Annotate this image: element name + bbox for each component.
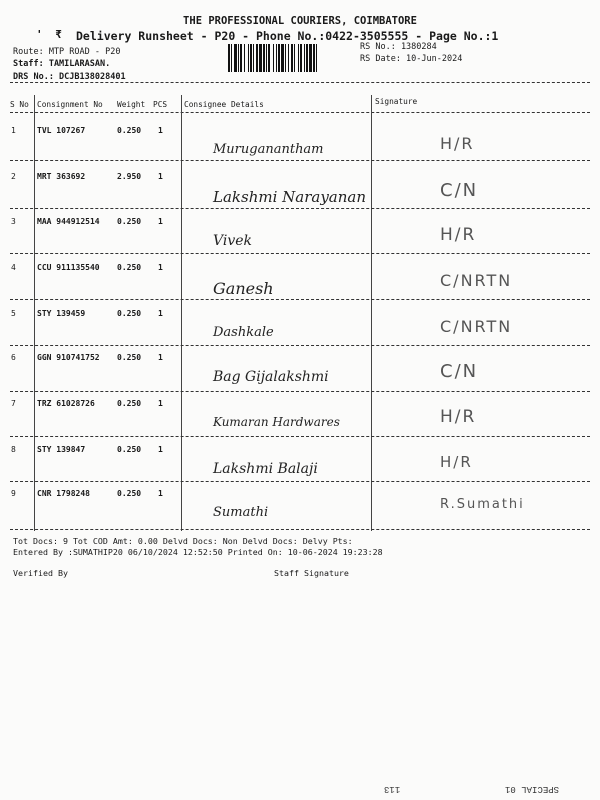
col-sno: S No (10, 100, 29, 109)
row-weight: 0.250 (117, 353, 142, 362)
row-consignee-handwriting: Dashkale (213, 325, 274, 340)
barcode-bar (316, 44, 317, 72)
barcode-bar (263, 44, 265, 72)
barcode-bar (266, 44, 267, 72)
barcode-bar (291, 44, 293, 72)
barcode-bar (253, 44, 254, 72)
row-weight: 0.250 (117, 445, 142, 454)
row-sno: 3 (11, 217, 16, 226)
row-pcs: 1 (158, 353, 163, 362)
bleed-through-text: SPECIAL 01 (505, 784, 560, 794)
bleed-through-number: 113 (384, 784, 401, 794)
col-weight: Weight (117, 100, 146, 109)
row-consignment-no: MAA 944912514 (37, 217, 100, 226)
verified-by-label: Verified By (13, 568, 68, 578)
barcode-bar (259, 44, 262, 72)
barcode-bar (288, 44, 289, 72)
row-weight: 0.250 (117, 217, 142, 226)
row-divider (10, 253, 590, 254)
col-pcs: PCS (153, 100, 168, 109)
row-pcs: 1 (158, 445, 163, 454)
row-pcs: 1 (158, 399, 163, 408)
row-sno: 5 (11, 309, 16, 318)
barcode-bar (244, 44, 245, 72)
row-consignment-no: MRT 363692 (37, 172, 86, 181)
row-consignee-handwriting: Muruganantham (213, 142, 324, 157)
barcode-bar (278, 44, 280, 72)
row-divider (10, 436, 590, 437)
row-pcs: 1 (158, 172, 163, 181)
runsheet-title: Delivery Runsheet - P20 - Phone No.:0422-3505555 - Page No.:1 (76, 29, 499, 43)
row-sno: 4 (11, 263, 16, 272)
row-divider (10, 299, 590, 300)
staff-label: Staff: TAMILARASAN. (13, 59, 111, 69)
row-consignment-no: STY 139847 (37, 445, 86, 454)
col-signature: Signature (375, 97, 418, 106)
divider (10, 82, 590, 83)
row-sno: 2 (11, 172, 16, 181)
row-sno: 8 (11, 445, 16, 454)
row-divider (10, 481, 590, 482)
row-sno: 6 (11, 353, 16, 362)
company-title: THE PROFESSIONAL COURIERS, COIMBATORE (183, 15, 417, 27)
row-divider (10, 391, 590, 392)
barcode-bar (268, 44, 270, 72)
row-divider (10, 208, 590, 209)
barcode-bar (240, 44, 242, 72)
row-sno: 7 (11, 399, 16, 408)
row-sno: 1 (11, 126, 16, 135)
row-delivery-status: C/NRTN (440, 271, 513, 290)
staff-signature-label: Staff Signature (274, 568, 349, 578)
row-consignee-handwriting: Sumathi (213, 505, 269, 520)
barcode-bar (285, 44, 286, 72)
row-consignee-handwriting: Bag Gijalakshmi (213, 369, 329, 385)
rs-date: RS Date: 10-Jun-2024 (360, 54, 463, 64)
drs-number: DRS No.: DCJB138028401 (13, 72, 126, 82)
barcode-bar (294, 44, 295, 72)
row-consignee-handwriting: Vivek (213, 233, 253, 249)
row-divider (10, 160, 590, 161)
route-label: Route: MTP ROAD - P20 (13, 47, 121, 57)
row-delivery-status: H/R (440, 134, 475, 153)
row-consignment-no: CNR 1798248 (37, 489, 90, 498)
row-consignee-handwriting: Lakshmi Narayanan (213, 188, 367, 206)
row-delivery-status: C/N (440, 361, 479, 382)
barcode-bar (231, 44, 232, 72)
row-divider (10, 345, 590, 346)
totals-line: Tot Docs: 9 Tot COD Amt: 0.00 Delvd Docs: Non Delvd Docs: Delvy Pts: (13, 536, 353, 546)
barcode-bar (228, 44, 230, 72)
barcode-bar (276, 44, 277, 72)
row-consignment-no: TVL 107267 (37, 126, 86, 135)
row-consignee-handwriting: Lakshmi Balaji (213, 461, 318, 477)
header-marks: ' ₹ (36, 28, 65, 41)
row-weight: 0.250 (117, 263, 142, 272)
barcode-bar (256, 44, 258, 72)
row-consignment-no: CCU 911135540 (37, 263, 100, 272)
row-delivery-status: H/R (440, 407, 477, 427)
barcode-bar (300, 44, 302, 72)
row-delivery-status: H/R (440, 453, 473, 471)
row-delivery-status: H/R (440, 225, 477, 245)
barcode-bar (238, 44, 239, 72)
row-pcs: 1 (158, 126, 163, 135)
row-pcs: 1 (158, 489, 163, 498)
row-weight: 0.250 (117, 489, 142, 498)
row-consignment-no: TRZ 61028726 (37, 399, 95, 408)
barcode-bar (248, 44, 249, 72)
barcode-bar (250, 44, 252, 72)
barcode-bar (309, 44, 312, 72)
barcode-bar (313, 44, 315, 72)
barcode-bar (234, 44, 237, 72)
barcode-bar (281, 44, 284, 72)
row-divider (10, 529, 590, 530)
row-weight: 0.250 (117, 309, 142, 318)
col-consignee-details: Consignee Details (184, 100, 264, 109)
col-consignment: Consignment No (37, 100, 103, 109)
row-pcs: 1 (158, 309, 163, 318)
row-pcs: 1 (158, 217, 163, 226)
barcode-bar (273, 44, 274, 72)
barcode-bar (298, 44, 299, 72)
row-weight: 2.950 (117, 172, 142, 181)
rs-number: RS No.: 1380284 (360, 42, 437, 52)
divider (10, 112, 590, 113)
barcode (228, 44, 356, 72)
row-delivery-status: C/N (440, 180, 479, 201)
row-consignment-no: GGN 910741752 (37, 353, 100, 362)
row-delivery-status: C/NRTN (440, 317, 513, 336)
row-delivery-status: R.Sumathi (440, 497, 525, 512)
row-consignment-no: STY 139459 (37, 309, 86, 318)
row-weight: 0.250 (117, 126, 142, 135)
row-sno: 9 (11, 489, 16, 498)
barcode-bar (306, 44, 308, 72)
row-weight: 0.250 (117, 399, 142, 408)
row-consignee-handwriting: Kumaran Hardwares (213, 415, 340, 429)
row-pcs: 1 (158, 263, 163, 272)
barcode-bar (304, 44, 305, 72)
entered-by-line: Entered By :SUMATHIP20 06/10/2024 12:52:50 Printed On: 10-06-2024 19:23:28 (13, 547, 383, 557)
row-consignee-handwriting: Ganesh (213, 279, 274, 298)
